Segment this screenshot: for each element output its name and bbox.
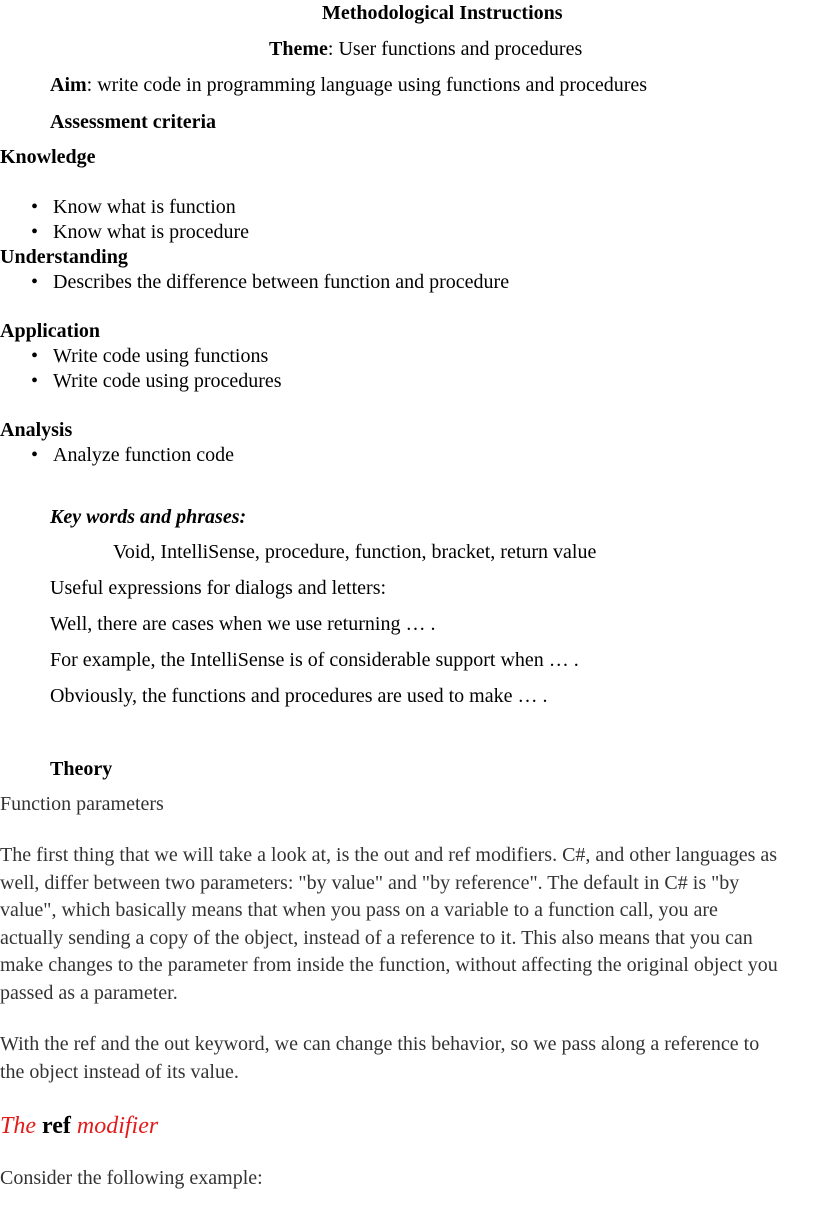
paragraph-line: With the ref and the out keyword, we can change this behavior, so we pass along a reference to (0, 1033, 760, 1055)
assessment-heading: Assessment criteria (50, 111, 217, 133)
ref-modifier-heading (0, 1112, 158, 1140)
theory-paragraph-2 (0, 1031, 816, 1086)
paragraph-line: value", which basically means that when you pass on a variable to a function call, you are (0, 899, 718, 922)
bullet-icon: • (31, 271, 39, 293)
ref-heading-pre: The (0, 1113, 42, 1139)
understanding-heading: Understanding (0, 246, 128, 268)
list-item-text: Write code using functions (53, 345, 269, 367)
bullet-icon: • (31, 370, 39, 392)
analysis-heading: Analysis (0, 419, 73, 441)
page-title: Methodological Instructions (322, 2, 563, 24)
list-item-text: Write code using procedures (53, 370, 282, 392)
bullet-icon: • (31, 196, 39, 218)
keywords-list: Void, IntelliSense, procedure, function, bracket, return value (113, 541, 597, 563)
paragraph-line: make changes to the parameter from inside the function, without affecting the original object you (0, 954, 778, 977)
phrase-line: Obviously, the functions and procedures are used to make … . (50, 685, 548, 707)
theme-line (269, 37, 582, 61)
ref-keyword: ref (42, 1113, 71, 1139)
theory-heading: Theory (50, 758, 113, 780)
aim-line (50, 73, 647, 97)
paragraph-line: well, differ between two parameters: "by value" and "by reference". The default in C# is "by (0, 871, 740, 894)
bullet-icon: • (31, 444, 39, 466)
list-item-text: Analyze function code (53, 444, 235, 466)
list-item-text: Know what is procedure (53, 221, 250, 243)
theory-paragraph-1 (0, 842, 816, 1008)
useful-expressions-label: Useful expressions for dialogs and letters: (50, 577, 387, 599)
function-parameters-subheading: Function parameters (0, 793, 164, 815)
theme-label: Theme (269, 38, 328, 60)
application-heading: Application (0, 320, 101, 342)
list-item-text: Know what is function (53, 196, 236, 218)
paragraph-line: actually sending a copy of the object, instead of a reference to it. This also means that you can (0, 926, 753, 949)
bullet-icon: • (31, 345, 39, 367)
consider-example-text: Consider the following example: (0, 1167, 263, 1189)
paragraph-line: passed as a parameter. (0, 981, 178, 1004)
paragraph-line: The first thing that we will take a look at, is the out and ref modifiers. C#, and other languages as (0, 844, 778, 866)
keywords-heading: Key words and phrases: (50, 506, 247, 528)
aim-text: : write code in programming language using functions and procedures (86, 74, 648, 96)
bullet-icon: • (31, 221, 39, 243)
phrase-line: Well, there are cases when we use returning … . (50, 613, 436, 635)
ref-heading-post: modifier (70, 1113, 159, 1139)
list-item-text: Describes the difference between function and procedure (53, 271, 510, 293)
phrase-line: For example, the IntelliSense is of considerable support when … . (50, 649, 579, 671)
knowledge-heading: Knowledge (0, 146, 96, 168)
aim-label: Aim (50, 74, 87, 96)
theme-text: : User functions and procedures (327, 38, 583, 60)
paragraph-line: the object instead of its value. (0, 1060, 239, 1083)
